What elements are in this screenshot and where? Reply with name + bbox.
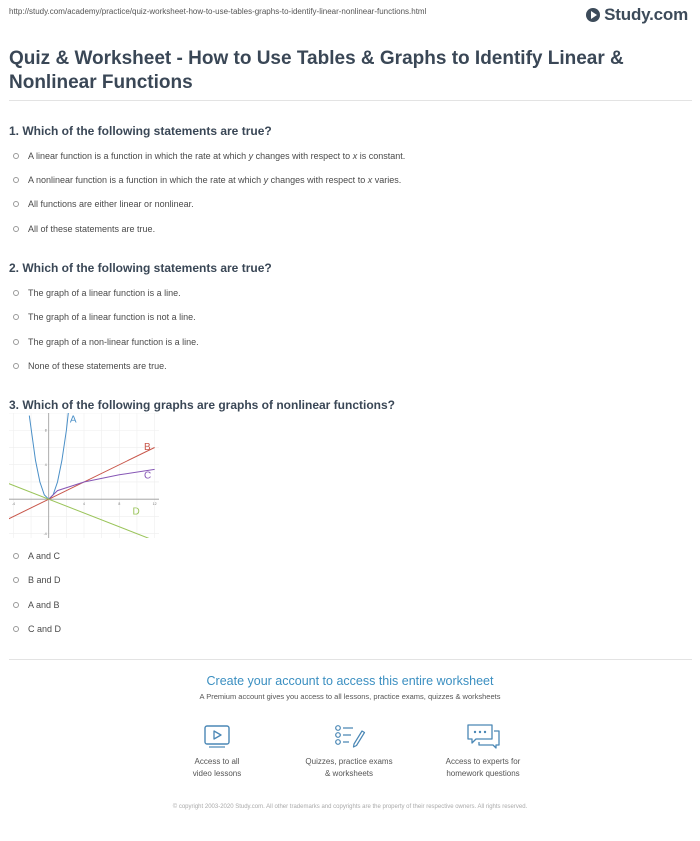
x-tick-label: 12 xyxy=(152,502,157,507)
logo-text: Study.com xyxy=(604,5,688,24)
option-text: A nonlinear function is a function in which the rate at which y changes with respect to x varies. xyxy=(28,175,402,185)
q1-option-4[interactable] xyxy=(13,224,155,234)
radio-button[interactable] xyxy=(13,577,19,583)
header-divider xyxy=(9,100,692,101)
feature-video-lessons xyxy=(157,722,277,780)
radio-button[interactable] xyxy=(13,226,19,232)
question-2: 2. Which of the following statements are true? xyxy=(9,261,272,275)
series-label-D: D xyxy=(132,506,140,518)
q2-option-3[interactable] xyxy=(13,337,199,347)
q2-option-4[interactable] xyxy=(13,361,167,371)
cta-divider xyxy=(9,659,692,660)
y-tick-label: 8 xyxy=(44,428,47,433)
q1-option-3[interactable] xyxy=(13,199,194,209)
q3-option-3[interactable] xyxy=(13,600,60,610)
option-text: The graph of a linear function is a line. xyxy=(28,288,181,298)
option-text: A linear function is a function in which the rate at which y changes with respect to x is constant. xyxy=(28,151,406,161)
series-label-B: B xyxy=(144,442,151,454)
study-logo[interactable] xyxy=(586,5,688,25)
feature-label: Access to experts for homework questions xyxy=(445,757,521,778)
page-url: http://study.com/academy/practice/quiz-worksheet-how-to-use-tables-graphs-to-identify-linear-nonlinear-functions.html xyxy=(9,7,427,16)
option-text: B and D xyxy=(28,575,61,585)
option-text: The graph of a linear function is not a line. xyxy=(28,312,196,322)
video-icon xyxy=(201,722,233,750)
feature-label: Quizzes, practice exams & worksheets xyxy=(305,757,393,778)
radio-button[interactable] xyxy=(13,553,19,559)
cta-subtitle: A Premium account gives you access to all lessons, practice exams, quizzes & worksheets xyxy=(199,692,501,701)
series-label-A: A xyxy=(69,414,77,426)
option-text: C and D xyxy=(28,624,62,634)
q3-option-1[interactable] xyxy=(13,551,60,561)
x-tick-label: 8 xyxy=(118,502,121,507)
option-text: The graph of a non-linear function is a line. xyxy=(28,337,199,347)
q2-option-1[interactable] xyxy=(13,288,181,298)
create-account-link[interactable]: Create your account to access this entire worksheet xyxy=(206,674,494,688)
quiz-list-icon xyxy=(331,722,367,750)
feature-quizzes xyxy=(289,722,409,780)
play-logo-icon xyxy=(586,8,600,22)
radio-button[interactable] xyxy=(13,201,19,207)
q3-option-2[interactable] xyxy=(13,575,61,585)
copyright-footer: © copyright 2003-2020 Study.com. All other trademarks and copyrights are the property of their respective owners. All rights reserved. xyxy=(172,804,528,810)
feature-label: Access to all video lessons xyxy=(192,757,242,778)
y-tick-label: 4 xyxy=(44,462,47,467)
q2-option-2[interactable] xyxy=(13,312,196,322)
radio-button[interactable] xyxy=(13,339,19,345)
chat-bubble-icon xyxy=(463,722,503,750)
option-text: All functions are either linear or nonlinear. xyxy=(28,199,194,209)
page-title: Quiz & Worksheet - How to Use Tables & Graphs to Identify Linear & Nonlinear Functions xyxy=(9,48,624,93)
series-label-C: C xyxy=(144,470,152,482)
question-3: 3. Which of the following graphs are graphs of nonlinear functions? xyxy=(9,398,396,412)
option-text: A and B xyxy=(28,600,60,610)
radio-button[interactable] xyxy=(13,314,19,320)
radio-button[interactable] xyxy=(13,290,19,296)
radio-button[interactable] xyxy=(13,626,19,632)
option-text: None of these statements are true. xyxy=(28,361,167,371)
radio-button[interactable] xyxy=(13,177,19,183)
question-1: 1. Which of the following statements are true? xyxy=(9,124,272,138)
radio-button[interactable] xyxy=(13,153,19,159)
function-graph xyxy=(9,413,159,538)
option-text: A and C xyxy=(28,551,61,561)
x-tick-label: -4 xyxy=(11,502,15,507)
q1-option-1[interactable] xyxy=(13,151,405,161)
x-tick-label: 4 xyxy=(83,502,85,507)
option-text: All of these statements are true. xyxy=(28,224,156,234)
y-tick-label: -4 xyxy=(43,531,47,536)
radio-button[interactable] xyxy=(13,602,19,608)
q3-option-4[interactable] xyxy=(13,624,61,634)
radio-button[interactable] xyxy=(13,363,19,369)
q1-option-2[interactable] xyxy=(13,175,401,185)
feature-experts xyxy=(423,722,543,780)
